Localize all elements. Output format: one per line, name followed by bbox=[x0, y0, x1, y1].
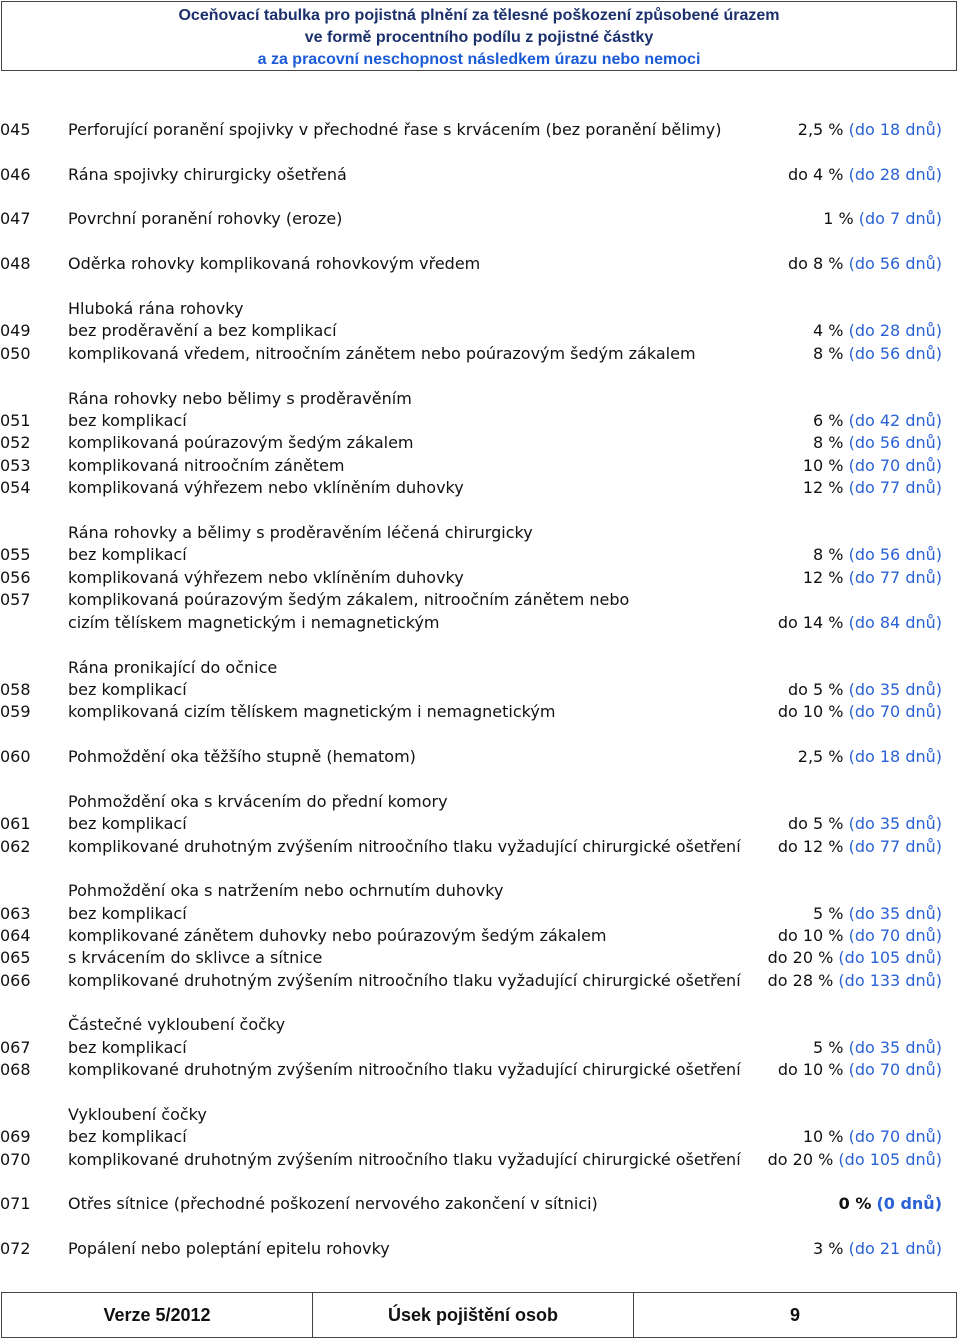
row-code: 063 bbox=[0, 904, 31, 923]
row-percentage: do 8 % bbox=[788, 254, 844, 273]
row-rating bbox=[803, 455, 942, 477]
row-rating bbox=[788, 813, 942, 835]
row-rating bbox=[768, 947, 942, 969]
row-code: 066 bbox=[0, 971, 31, 990]
row-rating bbox=[768, 970, 942, 992]
row-description: Perforující poranění spojivky v přechodné řase s krvácením (bez poranění bělimy) bbox=[68, 120, 722, 139]
row-rating bbox=[813, 903, 942, 925]
table-row-052 bbox=[0, 432, 960, 454]
header-title-line-3: a za pracovní neschopnost následkem úrazu nebo nemoci bbox=[257, 51, 701, 68]
row-code: 049 bbox=[0, 321, 31, 340]
row-percentage: 5 % bbox=[813, 904, 844, 923]
row-description: komplikovaná výhřezem nebo vklíněním duhovky bbox=[68, 478, 464, 497]
row-percentage: do 10 % bbox=[777, 1060, 844, 1079]
row-percentage: do 10 % bbox=[777, 702, 844, 721]
table-row-071 bbox=[0, 1193, 960, 1215]
row-description: Rána rohovky a bělimy s proděravěním léčená chirurgicky bbox=[68, 523, 533, 542]
row-description: bez komplikací bbox=[68, 680, 187, 699]
table-row-059 bbox=[0, 701, 960, 723]
row-code: 047 bbox=[0, 209, 31, 228]
table-row-066 bbox=[0, 970, 960, 992]
row-code: 056 bbox=[0, 568, 31, 587]
row-code: 046 bbox=[0, 165, 31, 184]
row-code: 057 bbox=[0, 590, 31, 609]
row-description: bez komplikací bbox=[68, 904, 187, 923]
table-row-heading bbox=[0, 612, 960, 634]
table-row-057 bbox=[0, 589, 960, 611]
row-percentage: do 20 % bbox=[767, 1150, 834, 1169]
row-percentage: 10 % bbox=[802, 1127, 844, 1146]
row-description: komplikovaná poúrazovým šedým zákalem bbox=[68, 433, 414, 452]
table-row-056 bbox=[0, 567, 960, 589]
row-description: Hluboká rána rohovky bbox=[68, 299, 244, 318]
row-rating bbox=[803, 477, 942, 499]
row-days: (do 18 dnů) bbox=[848, 120, 942, 139]
row-description: komplikované druhotným zvýšením nitroočního tlaku vyžadující chirurgické ošetření bbox=[68, 971, 741, 990]
row-rating bbox=[813, 410, 942, 432]
row-days: (do 35 dnů) bbox=[848, 904, 942, 923]
row-percentage: do 20 % bbox=[767, 948, 834, 967]
row-description: bez komplikací bbox=[68, 545, 187, 564]
row-description: Popálení nebo poleptání epitelu rohovky bbox=[68, 1239, 390, 1258]
table-row-heading bbox=[0, 298, 960, 320]
row-description: komplikované zánětem duhovky nebo poúrazovým šedým zákalem bbox=[68, 926, 607, 945]
row-description: Částečné vykloubení čočky bbox=[68, 1015, 286, 1034]
row-days: (do 70 dnů) bbox=[848, 926, 942, 945]
row-description: komplikované druhotným zvýšením nitroočního tlaku vyžadující chirurgické ošetření bbox=[68, 1150, 741, 1169]
table-row-050 bbox=[0, 343, 960, 365]
row-code: 053 bbox=[0, 456, 31, 475]
row-rating bbox=[798, 119, 942, 141]
row-percentage: do 28 % bbox=[767, 971, 834, 990]
row-rating bbox=[778, 925, 942, 947]
table-row-058 bbox=[0, 679, 960, 701]
row-description: komplikované druhotným zvýšením nitroočního tlaku vyžadující chirurgické ošetření bbox=[68, 837, 741, 856]
table-row-047 bbox=[0, 208, 960, 230]
row-description: s krvácením do sklivce a sítnice bbox=[68, 948, 323, 967]
row-days: (do 56 dnů) bbox=[848, 433, 942, 452]
row-rating bbox=[788, 164, 942, 186]
row-code: 052 bbox=[0, 433, 31, 452]
row-description: Oděrka rohovky komplikovaná rohovkovým vředem bbox=[68, 254, 481, 273]
table-row-heading bbox=[0, 388, 960, 410]
row-percentage: 1 % bbox=[823, 209, 854, 228]
table-row-051 bbox=[0, 410, 960, 432]
row-code: 054 bbox=[0, 478, 31, 497]
row-description: bez komplikací bbox=[68, 411, 187, 430]
row-percentage: 0 % bbox=[838, 1194, 872, 1213]
row-percentage: 3 % bbox=[813, 1239, 844, 1258]
table-row-048 bbox=[0, 253, 960, 275]
row-percentage: do 10 % bbox=[777, 926, 844, 945]
row-code: 071 bbox=[0, 1194, 31, 1213]
row-days: (do 70 dnů) bbox=[848, 1060, 942, 1079]
row-rating bbox=[813, 544, 942, 566]
row-description: komplikovaná cizím tělískem magnetickým i nemagnetickým bbox=[68, 702, 556, 721]
row-description: cizím tělískem magnetickým i nemagnetickým bbox=[68, 613, 440, 632]
row-description: Rána spojivky chirurgicky ošetřená bbox=[68, 165, 347, 184]
table-row-067 bbox=[0, 1037, 960, 1059]
row-rating bbox=[788, 253, 942, 275]
row-percentage: 8 % bbox=[813, 344, 844, 363]
row-description: komplikovaná vředem, nitroočním zánětem nebo poúrazovým šedým zákalem bbox=[68, 344, 696, 363]
row-rating bbox=[778, 612, 942, 634]
row-rating bbox=[803, 567, 942, 589]
row-rating bbox=[839, 1193, 942, 1215]
row-rating bbox=[778, 701, 942, 723]
row-code: 067 bbox=[0, 1038, 31, 1057]
row-days: (do 21 dnů) bbox=[848, 1239, 942, 1258]
header-title-line-1: Oceňovací tabulka pro pojistná plnění za tělesné poškození způsobené úrazem bbox=[178, 7, 780, 24]
row-description: Rána pronikající do očnice bbox=[68, 658, 278, 677]
row-percentage: 8 % bbox=[813, 545, 844, 564]
table-row-055 bbox=[0, 544, 960, 566]
table-row-heading bbox=[0, 880, 960, 902]
table-row-053 bbox=[0, 455, 960, 477]
table-row-heading bbox=[0, 657, 960, 679]
row-rating bbox=[788, 679, 942, 701]
row-days: (do 70 dnů) bbox=[848, 1127, 942, 1146]
row-description: komplikovaná výhřezem nebo vklíněním duhovky bbox=[68, 568, 464, 587]
row-code: 060 bbox=[0, 747, 31, 766]
footer-version: Verze 5/2012 bbox=[2, 1293, 313, 1337]
row-days: (do 84 dnů) bbox=[848, 613, 942, 632]
table-row-heading bbox=[0, 1014, 960, 1036]
row-description: Pohmoždění oka těžšího stupně (hematom) bbox=[68, 747, 416, 766]
row-percentage: do 12 % bbox=[777, 837, 844, 856]
table-row-063 bbox=[0, 903, 960, 925]
row-code: 072 bbox=[0, 1239, 31, 1258]
row-days: (do 28 dnů) bbox=[848, 165, 942, 184]
table-row-heading bbox=[0, 1104, 960, 1126]
row-code: 051 bbox=[0, 411, 31, 430]
row-code: 048 bbox=[0, 254, 31, 273]
footer-page-number: 9 bbox=[789, 1304, 800, 1325]
row-rating bbox=[778, 836, 942, 858]
row-percentage: 4 % bbox=[813, 321, 844, 340]
row-code: 059 bbox=[0, 702, 31, 721]
row-percentage: 6 % bbox=[813, 411, 844, 430]
row-description: bez komplikací bbox=[68, 814, 187, 833]
row-days: (do 56 dnů) bbox=[848, 344, 942, 363]
row-description: komplikované druhotným zvýšením nitroočního tlaku vyžadující chirurgické ošetření bbox=[68, 1060, 741, 1079]
row-description: Rána rohovky nebo bělimy s proděravěním bbox=[68, 389, 412, 408]
row-percentage: do 4 % bbox=[788, 165, 844, 184]
row-days: (do 77 dnů) bbox=[848, 478, 942, 497]
row-percentage: do 5 % bbox=[788, 814, 844, 833]
row-days: (do 18 dnů) bbox=[848, 747, 942, 766]
row-description: bez proděravění a bez komplikací bbox=[68, 321, 337, 340]
row-percentage: do 14 % bbox=[777, 613, 844, 632]
row-description: Otřes sítnice (přechodné poškození nervového zakončení v sítnici) bbox=[68, 1194, 598, 1213]
row-rating bbox=[778, 1059, 942, 1081]
table-row-072 bbox=[0, 1238, 960, 1260]
row-days: (do 105 dnů) bbox=[838, 1150, 942, 1169]
table-row-heading bbox=[0, 791, 960, 813]
row-code: 055 bbox=[0, 545, 31, 564]
row-code: 069 bbox=[0, 1127, 31, 1146]
row-days: (do 70 dnů) bbox=[848, 456, 942, 475]
row-rating bbox=[813, 1037, 942, 1059]
table-row-060 bbox=[0, 746, 960, 768]
row-days: (do 77 dnů) bbox=[848, 568, 942, 587]
row-description: Povrchní poranění rohovky (eroze) bbox=[68, 209, 343, 228]
row-days: (do 56 dnů) bbox=[848, 545, 942, 564]
row-rating bbox=[823, 208, 942, 230]
row-days: (do 28 dnů) bbox=[848, 321, 942, 340]
row-days: (do 7 dnů) bbox=[858, 209, 942, 228]
row-code: 065 bbox=[0, 948, 31, 967]
row-description: komplikovaná poúrazovým šedým zákalem, nitroočním zánětem nebo bbox=[68, 590, 630, 609]
row-percentage: 12 % bbox=[802, 478, 844, 497]
table-row-049 bbox=[0, 320, 960, 342]
row-code: 045 bbox=[0, 120, 31, 139]
table-row-045 bbox=[0, 119, 960, 141]
row-percentage: 12 % bbox=[802, 568, 844, 587]
row-percentage: 8 % bbox=[813, 433, 844, 452]
table-row-046 bbox=[0, 164, 960, 186]
row-rating bbox=[813, 1238, 942, 1260]
row-days: (do 105 dnů) bbox=[838, 948, 942, 967]
row-code: 064 bbox=[0, 926, 31, 945]
table-row-070 bbox=[0, 1149, 960, 1171]
table-row-054 bbox=[0, 477, 960, 499]
row-code: 058 bbox=[0, 680, 31, 699]
row-description: Vykloubení čočky bbox=[68, 1105, 207, 1124]
row-days: (do 35 dnů) bbox=[848, 1038, 942, 1057]
row-code: 068 bbox=[0, 1060, 31, 1079]
footer-section: Úsek pojištění osob bbox=[313, 1293, 634, 1337]
row-days: (do 70 dnů) bbox=[848, 702, 942, 721]
row-description: Pohmoždění oka s natržením nebo ochrnutím duhovky bbox=[68, 881, 504, 900]
row-rating bbox=[798, 746, 942, 768]
table-row-062 bbox=[0, 836, 960, 858]
row-days: (do 42 dnů) bbox=[848, 411, 942, 430]
header-title-line-2: ve formě procentního podílu z pojistné částky bbox=[304, 29, 654, 46]
row-percentage: do 5 % bbox=[788, 680, 844, 699]
row-days: (do 35 dnů) bbox=[848, 814, 942, 833]
row-percentage: 2,5 % bbox=[797, 120, 844, 139]
row-code: 062 bbox=[0, 837, 31, 856]
row-percentage: 5 % bbox=[813, 1038, 844, 1057]
row-rating bbox=[803, 1126, 942, 1148]
row-percentage: 10 % bbox=[802, 456, 844, 475]
row-days: (do 77 dnů) bbox=[848, 837, 942, 856]
row-description: komplikovaná nitroočním zánětem bbox=[68, 456, 345, 475]
table-row-064 bbox=[0, 925, 960, 947]
row-days: (do 35 dnů) bbox=[848, 680, 942, 699]
row-rating bbox=[813, 320, 942, 342]
row-description: bez komplikací bbox=[68, 1038, 187, 1057]
row-days: (do 133 dnů) bbox=[838, 971, 942, 990]
table-row-065 bbox=[0, 947, 960, 969]
row-code: 070 bbox=[0, 1150, 31, 1169]
row-days: (do 56 dnů) bbox=[848, 254, 942, 273]
row-description: Pohmoždění oka s krvácením do přední komory bbox=[68, 792, 448, 811]
row-days: (0 dnů) bbox=[876, 1194, 942, 1213]
table-row-061 bbox=[0, 813, 960, 835]
row-code: 061 bbox=[0, 814, 31, 833]
row-code: 050 bbox=[0, 344, 31, 363]
row-rating bbox=[813, 343, 942, 365]
row-rating bbox=[768, 1149, 942, 1171]
row-rating bbox=[813, 432, 942, 454]
document-footer bbox=[1, 1292, 957, 1338]
row-percentage: 2,5 % bbox=[797, 747, 844, 766]
table-row-068 bbox=[0, 1059, 960, 1081]
table-row-069 bbox=[0, 1126, 960, 1148]
table-row-heading bbox=[0, 522, 960, 544]
row-description: bez komplikací bbox=[68, 1127, 187, 1146]
